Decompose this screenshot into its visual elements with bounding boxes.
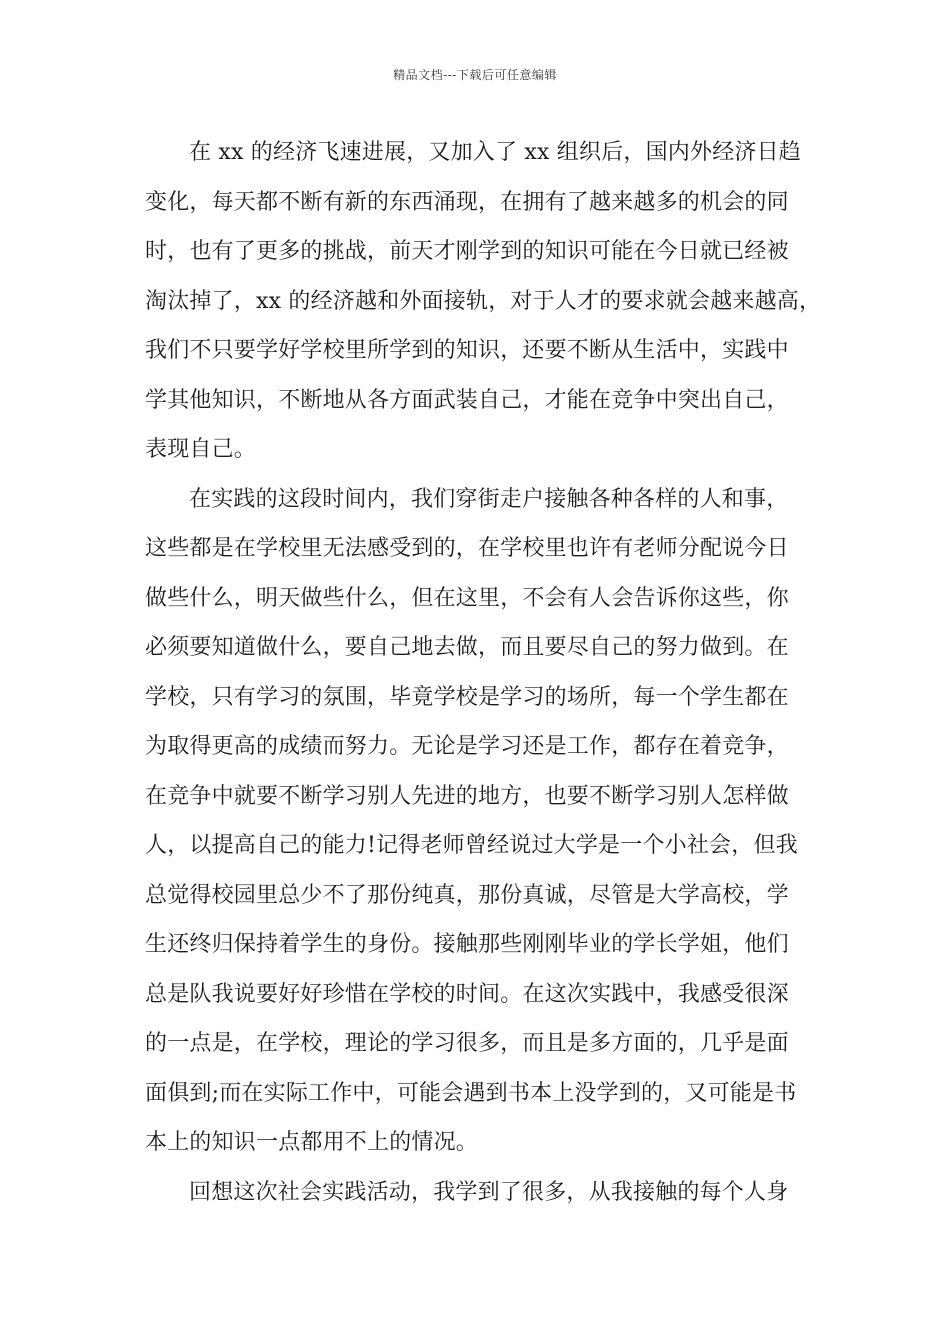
text-line: 时，也有了更多的挑战，前天才刚学到的知识可能在今日就已经被 [145,239,789,264]
text-line: 回想这次社会实践活动，我学到了很多，从我接触的每个人身 [189,1179,789,1205]
paragraph-3 [145,1168,825,1218]
text-line: 在实践的这段时间内，我们穿街走户接触各种各样的人和事， [189,486,789,512]
text-line: 在 xx 的经济飞速进展，又加入了 xx 组织后，国内外经济日趋 [189,140,802,165]
text-line: 我们不只要学好学校里所学到的知识，还要不断从生活中，实践中 [145,338,789,363]
text-line: 学校，只有学习的氛围，毕竟学校是学习的场所，每一个学生都在 [145,684,789,710]
text-line: 变化，每天都不断有新的东西涌现，在拥有了越来越多的机会的同 [145,189,789,215]
text-line: 这些都是在学校里无法感受到的，在学校里也许有老师分配说今日 [145,536,789,561]
text-line: 人，以提高自己的能力!记得老师曾经说过大学是一个小社会，但我 [145,833,798,858]
text-line: 必须要知道做什么，要自己地去做，而且要尽自己的努力做到。在 [145,635,789,660]
text-line: 在竞争中就要不断学习别人先进的地方，也要不断学习别人怎样做 [145,783,789,809]
document-body [145,128,825,1217]
page-header: 精品文档---下载后可任意编辑 [393,68,557,82]
text-line: 生还终归保持着学生的身份。接触那些刚刚毕业的学长学姐，他们 [145,932,789,957]
text-line: 面俱到;而在实际工作中，可能会遇到书本上没学到的，又可能是书 [145,1080,797,1106]
text-line: 淘汰掉了，xx 的经济越和外面接轨，对于人才的要求就会越来越高， [145,288,822,314]
text-line: 学其他知识，不断地从各方面武装自己，才能在竞争中突出自己， [145,387,789,413]
paragraph-1 [145,128,825,475]
paragraph-2 [145,475,825,1168]
text-line: 总是队我说要好好珍惜在学校的时间。在这次实践中，我感受很深 [145,981,789,1007]
text-line: 为取得更高的成绩而努力。无论是学习还是工作，都存在着竞争， [145,734,789,759]
text-line: 的一点是，在学校，理论的学习很多，而且是多方面的，几乎是面 [145,1031,789,1056]
text-line: 表现自己。 [145,437,257,462]
text-line: 本上的知识一点都用不上的情况。 [145,1130,479,1155]
text-line: 总觉得校园里总少不了那份纯真，那份真诚，尽管是大学高校，学 [145,882,789,908]
text-line: 做些什么，明天做些什么，但在这里，不会有人会告诉你这些，你 [145,585,789,611]
